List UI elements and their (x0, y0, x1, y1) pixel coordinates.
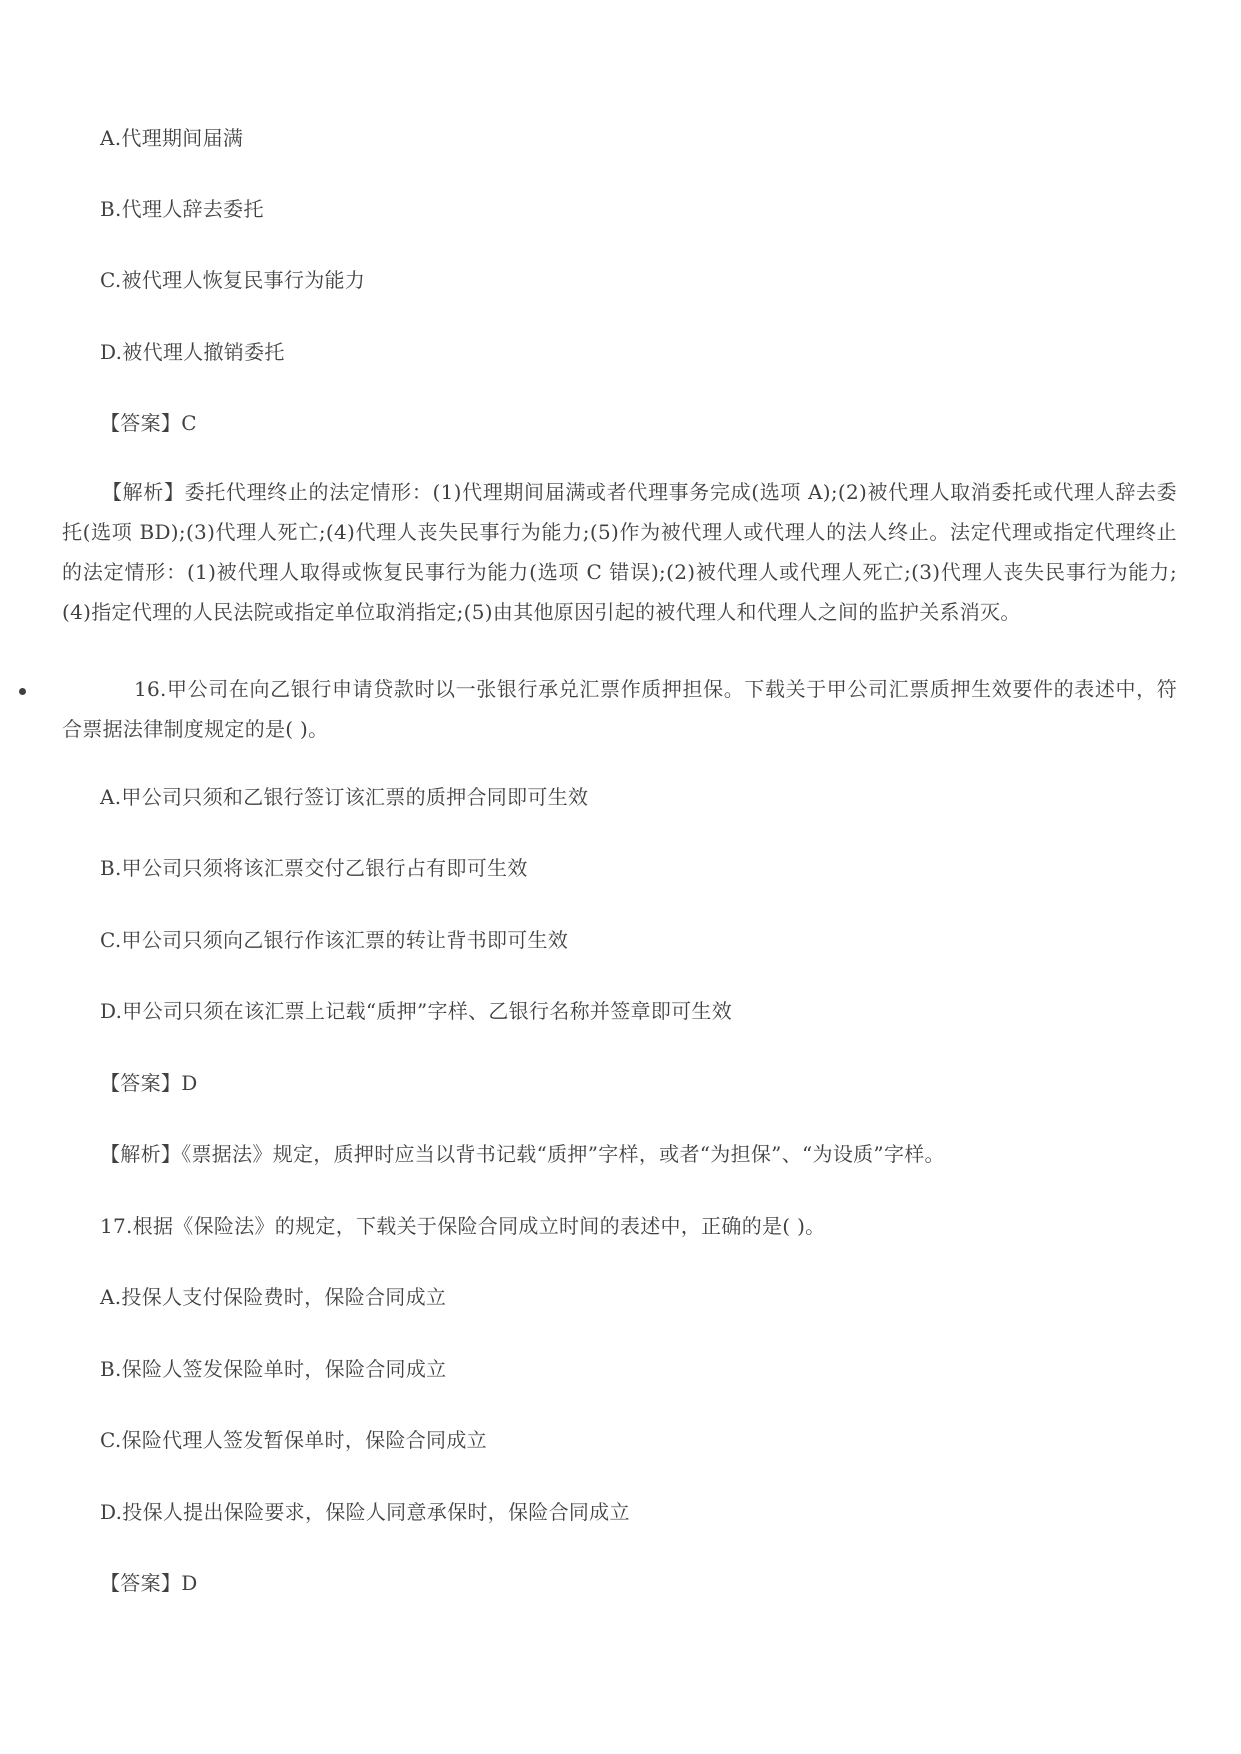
question-17-stem: 17.根据《保险法》的规定，下载关于保险合同成立时间的表述中，正确的是( )。 (100, 1214, 826, 1238)
q17-option-a: A.投保人支付保险费时，保险合同成立 (100, 1285, 447, 1309)
q17-option-b: B.保险人签发保险单时，保险合同成立 (100, 1357, 447, 1381)
q17-option-d: D.投保人提出保险要求，保险人同意承保时，保险合同成立 (100, 1500, 630, 1524)
q16-option-d: D.甲公司只须在该汇票上记载“质押”字样、乙银行名称并签章即可生效 (100, 999, 733, 1023)
q16-option-b: B.甲公司只须将该汇票交付乙银行占有即可生效 (100, 856, 528, 880)
q17-option-c: C.保险代理人签发暂保单时，保险合同成立 (100, 1428, 487, 1452)
question-16-stem: 16.甲公司在向乙银行申请贷款时以一张银行承兑汇票作质押担保。下载关于甲公司汇票质押生效要件的表述中，符合票据法律制度规定的是( )。 (62, 677, 1177, 741)
option-a: A.代理期间届满 (100, 126, 244, 150)
q16-option-c: C.甲公司只须向乙银行作该汇票的转让背书即可生效 (100, 928, 569, 952)
answer: 【答案】C (100, 411, 197, 435)
option-d: D.被代理人撤销委托 (100, 340, 285, 364)
option-c: C.被代理人恢复民事行为能力 (100, 268, 366, 292)
explanation: 【解析】委托代理终止的法定情形：(1)代理期间届满或者代理事务完成(选项 A);(2)被代理人取消委托或代理人辞去委托(选项 BD);(3)代理人死亡;(4)代理人丧失民事行为能力;(5)作为被代理人或代理人的法人终止。法定代理或指定代理终止的法定情形：(1)被代理人取得或恢复民事行为能力(选项 C 错误);(2)被代理人或代理人死亡;(3)代理人丧失民事行为能力;(4)指定代理的人民法院或指定单位取消指定;(5)由其他原因引起的被代理人和代理人之间的监护关系消灭。 (62, 480, 1177, 624)
q16-explanation: 【解析】《票据法》规定，质押时应当以背书记载“质押”字样，或者“为担保”、“为设质”字样。 (100, 1142, 945, 1166)
option-b: B.代理人辞去委托 (100, 197, 264, 221)
q16-option-a: A.甲公司只须和乙银行签订该汇票的质押合同即可生效 (100, 785, 589, 809)
q16-answer: 【答案】D (100, 1071, 198, 1095)
q17-answer: 【答案】D (100, 1571, 198, 1595)
list-bullet (19, 688, 26, 695)
